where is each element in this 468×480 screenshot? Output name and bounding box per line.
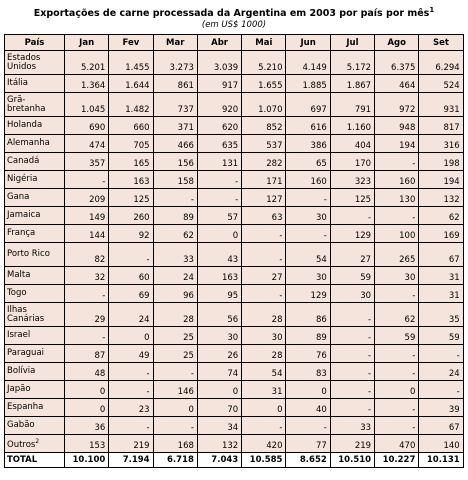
value-cell: 149 [65,207,109,225]
value-cell: - [242,285,286,303]
title-footnote-marker: 1 [429,6,435,14]
table-row [5,171,464,189]
total-value-cell: 6.718 [153,453,197,468]
country-name-cell [5,117,65,135]
value-cell: - [242,417,286,435]
value-cell: 33 [330,417,374,435]
value-cell: 357 [65,153,109,171]
value-cell: 67 [419,417,463,435]
value-cell: - [242,243,286,267]
total-label: TOTAL [5,453,65,468]
value-cell: 132 [419,189,463,207]
value-cell: 31 [419,285,463,303]
value-cell: 737 [153,93,197,117]
value-cell: 3.039 [197,51,241,75]
column-header-month: Jan [65,35,109,51]
total-value-cell: 10.131 [419,453,463,468]
value-cell: - [330,207,374,225]
value-cell: 660 [109,117,153,135]
column-header-month: Mar [153,35,197,51]
value-cell: - [419,345,463,363]
value-cell: 1.482 [109,93,153,117]
value-cell: 62 [375,303,419,327]
value-cell: 26 [197,345,241,363]
value-cell: 29 [65,303,109,327]
value-cell: 36 [65,417,109,435]
value-cell: 132 [197,435,241,453]
value-cell: 59 [375,327,419,345]
value-cell: 130 [375,189,419,207]
value-cell: 67 [419,243,463,267]
country-name: Grã-bretanha [7,94,46,114]
value-cell: 63 [242,207,286,225]
value-cell: - [375,399,419,417]
country-name: Porto Rico [7,249,50,260]
value-cell: 62 [153,225,197,243]
value-cell: - [330,363,374,381]
value-cell: 948 [375,117,419,135]
table-row [5,345,464,363]
total-value-cell: 10.585 [242,453,286,468]
value-cell: 917 [197,75,241,93]
value-cell: - [419,381,463,399]
value-cell: - [65,285,109,303]
value-cell: 323 [330,171,374,189]
value-cell: 160 [286,171,330,189]
value-cell: - [375,417,419,435]
column-header-month: Set [419,35,463,51]
value-cell: 160 [375,171,419,189]
value-cell: 27 [242,267,286,285]
value-cell: 30 [375,267,419,285]
country-name-cell [5,345,65,363]
value-cell: 169 [419,225,463,243]
value-cell: 30 [197,327,241,345]
value-cell: 0 [65,381,109,399]
value-cell: 43 [197,243,241,267]
value-cell: 39 [419,399,463,417]
value-cell: 25 [153,327,197,345]
country-name: Itália [7,78,28,89]
country-name: Bolívia [7,366,36,377]
country-name-cell [5,207,65,225]
table-row [5,207,464,225]
total-value-cell: 10.227 [375,453,419,468]
total-value-cell: 7.043 [197,453,241,468]
value-cell: 620 [197,117,241,135]
value-cell: 74 [197,363,241,381]
value-cell: - [153,417,197,435]
value-cell: 524 [419,75,463,93]
country-name: Espanha [7,402,44,413]
column-header-month: Mai [242,35,286,51]
value-cell: 127 [242,189,286,207]
country-name: Ilhas Canárias [7,304,45,324]
value-cell: 86 [286,303,330,327]
value-cell: - [109,417,153,435]
country-name-cell [5,399,65,417]
value-cell: 129 [286,285,330,303]
value-cell: 49 [109,345,153,363]
value-cell: 470 [375,435,419,453]
column-header-country: País [5,35,65,51]
value-cell: 0 [197,225,241,243]
value-cell: 30 [242,327,286,345]
value-cell: 89 [286,327,330,345]
footnote-marker: 2 [35,438,40,446]
value-cell: 62 [419,207,463,225]
country-name: Gana [7,192,30,203]
value-cell: 209 [65,189,109,207]
country-name: Paraguai [7,348,45,359]
value-cell: - [375,285,419,303]
value-cell: 1.045 [65,93,109,117]
value-cell: 386 [286,135,330,153]
table-body [5,51,464,468]
value-cell: 31 [419,267,463,285]
value-cell: 171 [242,171,286,189]
value-cell: - [330,327,374,345]
column-header-month: Jul [330,35,374,51]
value-cell: 635 [197,135,241,153]
value-cell: 690 [65,117,109,135]
value-cell: 25 [153,345,197,363]
value-cell: 95 [197,285,241,303]
value-cell: 5.172 [330,51,374,75]
value-cell: - [375,363,419,381]
country-name: Japão [7,384,31,395]
value-cell: 4.149 [286,51,330,75]
value-cell: 28 [153,303,197,327]
value-cell: 33 [153,243,197,267]
table-row [5,435,464,453]
table-row [5,225,464,243]
value-cell: 5.210 [242,51,286,75]
total-row [5,453,464,468]
value-cell: - [330,303,374,327]
value-cell: 125 [330,189,374,207]
value-cell: - [375,153,419,171]
table-row [5,285,464,303]
value-cell: 0 [153,399,197,417]
value-cell: 194 [375,135,419,153]
value-cell: - [286,417,330,435]
country-name-cell [5,51,65,75]
country-name-cell [5,327,65,345]
value-cell: 70 [197,399,241,417]
country-name: Canadá [7,156,40,167]
table-row [5,135,464,153]
value-cell: 28 [242,345,286,363]
value-cell: 474 [65,135,109,153]
value-cell: 30 [286,207,330,225]
value-cell: 0 [375,381,419,399]
table-row [5,75,464,93]
value-cell: 156 [153,153,197,171]
value-cell: 6.375 [375,51,419,75]
value-cell: 260 [109,207,153,225]
country-name: Alemanha [7,138,50,149]
value-cell: 817 [419,117,463,135]
table-row [5,153,464,171]
value-cell: 616 [286,117,330,135]
total-value-cell: 7.194 [109,453,153,468]
country-name-cell [5,189,65,207]
value-cell: 697 [286,93,330,117]
table-row [5,303,464,327]
value-cell: - [153,363,197,381]
table-row [5,189,464,207]
value-cell: 77 [286,435,330,453]
country-name-cell [5,153,65,171]
value-cell: 972 [375,93,419,117]
country-name-cell [5,435,65,453]
value-cell: 466 [153,135,197,153]
value-cell: 31 [242,381,286,399]
column-header-month: Fev [109,35,153,51]
value-cell: 931 [419,93,463,117]
total-value-cell: 10.100 [65,453,109,468]
value-cell: 60 [109,267,153,285]
value-cell: 420 [242,435,286,453]
value-cell: 129 [330,225,374,243]
country-name-cell [5,75,65,93]
value-cell: 852 [242,117,286,135]
country-name-cell [5,303,65,327]
value-cell: 464 [375,75,419,93]
country-name-cell [5,243,65,267]
country-name-cell [5,93,65,117]
value-cell: 219 [109,435,153,453]
exports-table [4,34,464,468]
value-cell: 537 [242,135,286,153]
value-cell: 65 [286,153,330,171]
value-cell: 92 [109,225,153,243]
country-name: Holanda [7,120,43,131]
value-cell: 6.294 [419,51,463,75]
value-cell: 59 [419,327,463,345]
value-cell: 705 [109,135,153,153]
value-cell: 1.867 [330,75,374,93]
country-name-cell [5,135,65,153]
value-cell: 265 [375,243,419,267]
column-header-month: Ago [375,35,419,51]
value-cell: 59 [330,267,374,285]
total-value-cell: 10.510 [330,453,374,468]
value-cell: 282 [242,153,286,171]
value-cell: - [330,399,374,417]
value-cell: 1.455 [109,51,153,75]
value-cell: 35 [419,303,463,327]
value-cell: 1.644 [109,75,153,93]
value-cell: 1.885 [286,75,330,93]
value-cell: - [109,243,153,267]
value-cell: 404 [330,135,374,153]
value-cell: - [242,225,286,243]
value-cell: 27 [330,243,374,267]
value-cell: 40 [286,399,330,417]
table-row [5,117,464,135]
country-name-cell [5,171,65,189]
table-row [5,243,464,267]
value-cell: 24 [153,267,197,285]
value-cell: 194 [419,171,463,189]
value-cell: 0 [109,327,153,345]
value-cell: 5.201 [65,51,109,75]
value-cell: 32 [65,267,109,285]
value-cell: 24 [419,363,463,381]
value-cell: 83 [286,363,330,381]
value-cell: 34 [197,417,241,435]
value-cell: 146 [153,381,197,399]
value-cell: 1.160 [330,117,374,135]
country-name: Jamaica [7,210,41,221]
value-cell: 100 [375,225,419,243]
country-name-cell [5,417,65,435]
value-cell: 57 [197,207,241,225]
value-cell: - [197,171,241,189]
value-cell: 76 [286,345,330,363]
value-cell: 791 [330,93,374,117]
value-cell: 0 [65,399,109,417]
table-row [5,399,464,417]
value-cell: 28 [242,303,286,327]
country-name-cell [5,363,65,381]
value-cell: 131 [197,153,241,171]
table-row [5,327,464,345]
value-cell: 170 [330,153,374,171]
value-cell: 140 [419,435,463,453]
value-cell: 0 [197,381,241,399]
value-cell: - [153,189,197,207]
table-row [5,417,464,435]
value-cell: 163 [109,171,153,189]
value-cell: - [330,345,374,363]
value-cell: 316 [419,135,463,153]
value-cell: 371 [153,117,197,135]
total-value-cell: 8.652 [286,453,330,468]
value-cell: 861 [153,75,197,93]
value-cell: 158 [153,171,197,189]
value-cell: 144 [65,225,109,243]
value-cell: 1.364 [65,75,109,93]
value-cell: 920 [197,93,241,117]
value-cell: - [197,189,241,207]
table-title [0,4,468,20]
table-row [5,267,464,285]
value-cell: 3.273 [153,51,197,75]
value-cell: 24 [109,303,153,327]
value-cell: - [375,345,419,363]
country-name: Israel [7,330,31,341]
country-name: Outros [7,440,36,451]
value-cell: 153 [65,435,109,453]
value-cell: 163 [197,267,241,285]
value-cell: 87 [65,345,109,363]
value-cell: 1.070 [242,93,286,117]
value-cell: - [109,381,153,399]
value-cell: 89 [153,207,197,225]
value-cell: - [109,363,153,381]
country-name: Togo [7,288,27,299]
header-row [5,35,464,51]
value-cell: 82 [65,243,109,267]
country-name: Estados Unidos [7,52,41,72]
value-cell: - [330,381,374,399]
table-row [5,381,464,399]
country-name: Nigéria [7,174,38,185]
value-cell: 165 [109,153,153,171]
value-cell: 0 [286,381,330,399]
value-cell: 96 [153,285,197,303]
value-cell: 23 [109,399,153,417]
country-name-cell [5,225,65,243]
table-subtitle: (em US$ 1000) [201,20,267,31]
value-cell: 30 [330,285,374,303]
value-cell: 125 [109,189,153,207]
table-title-text: Exportações de carne processada da Argentina em 2003 por país por mês [33,8,430,20]
value-cell: 219 [330,435,374,453]
value-cell: 56 [197,303,241,327]
value-cell: - [286,189,330,207]
country-name-cell [5,381,65,399]
country-name: Malta [7,270,31,281]
value-cell: 198 [419,153,463,171]
value-cell: - [65,327,109,345]
country-name-cell [5,285,65,303]
country-name-cell [5,267,65,285]
table-row [5,51,464,75]
value-cell: 30 [286,267,330,285]
table-row [5,93,464,117]
value-cell: 168 [153,435,197,453]
value-cell: 69 [109,285,153,303]
country-name: Gabão [7,420,35,431]
value-cell: - [65,171,109,189]
table-row [5,363,464,381]
value-cell: 54 [286,243,330,267]
value-cell: - [375,207,419,225]
country-name: França [7,228,36,239]
column-header-month: Jun [286,35,330,51]
value-cell: 1.655 [242,75,286,93]
column-header-month: Abr [197,35,241,51]
value-cell: 48 [65,363,109,381]
value-cell: 0 [242,399,286,417]
value-cell: - [286,225,330,243]
value-cell: 54 [242,363,286,381]
